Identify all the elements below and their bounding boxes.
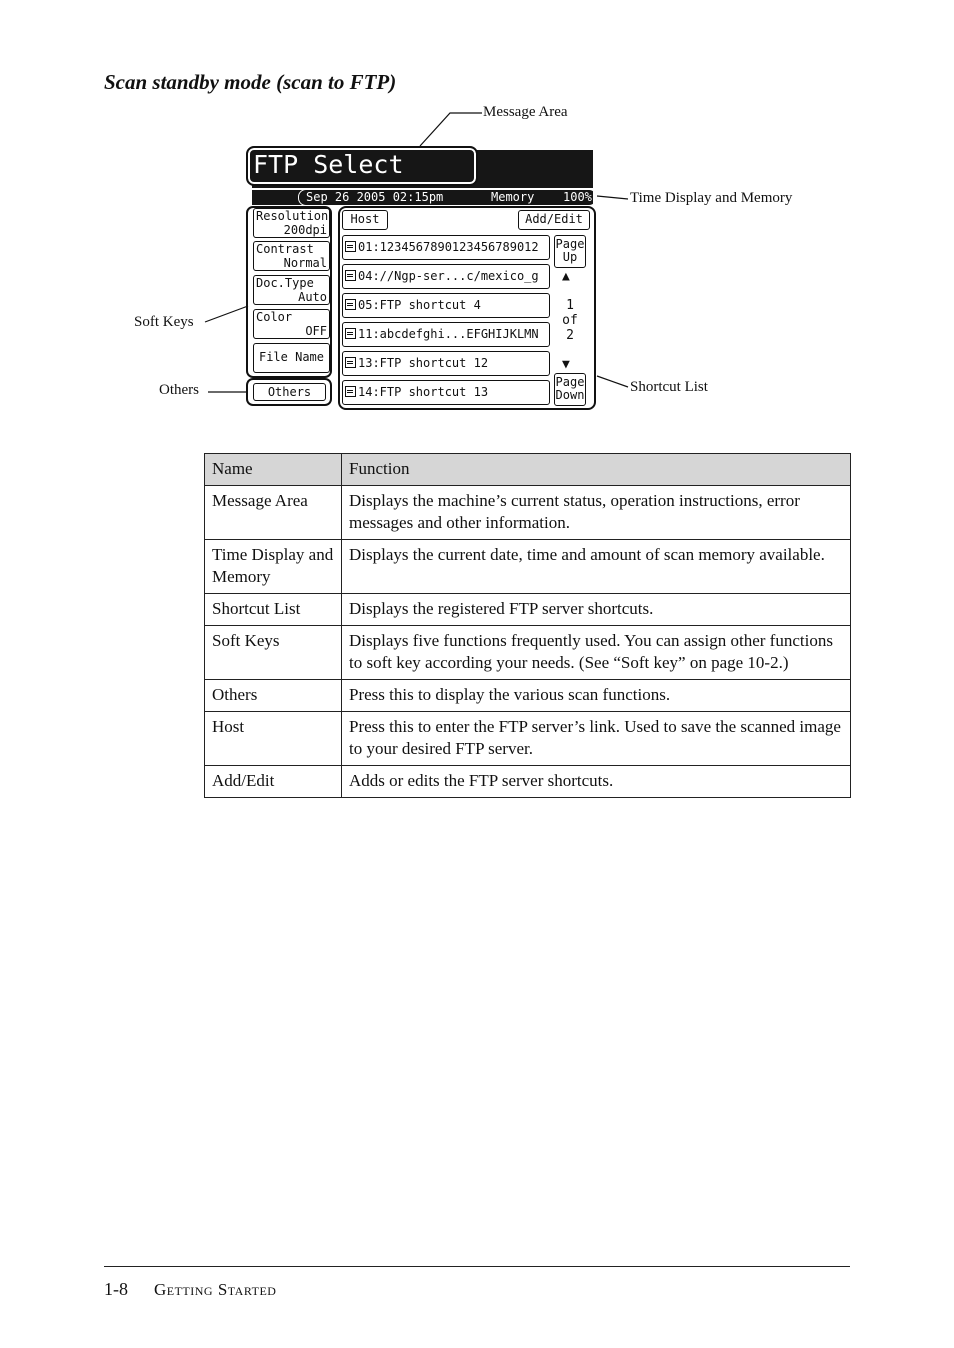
shortcut-item[interactable]	[342, 264, 550, 289]
page-up-button[interactable]	[554, 235, 586, 268]
callout-shortcut-list: Shortcut List	[630, 379, 708, 395]
others-button[interactable]: Others	[253, 383, 326, 401]
cell-name: Add/Edit	[205, 766, 342, 798]
cell-name: Others	[205, 680, 342, 712]
message-area	[246, 146, 478, 186]
lcd-title: FTP Select	[253, 150, 404, 179]
shortcut-label: 05:FTP shortcut 4	[358, 298, 481, 312]
page-footer	[104, 1279, 276, 1300]
column-header-name: Name	[205, 454, 342, 486]
shortcut-label: 11:abcdefghi...EFGHIJKLMN	[358, 327, 539, 341]
table-row	[205, 712, 851, 766]
soft-key-value: OFF	[305, 324, 327, 338]
page-down-line1: Page	[555, 375, 585, 389]
soft-keys-group	[246, 206, 332, 378]
ftp-shortcut-icon	[345, 386, 356, 397]
leader-time-display	[597, 196, 628, 199]
cell-function: Press this to display the various scan functions.	[342, 680, 851, 712]
lcd-panel	[246, 146, 596, 410]
footer-divider	[104, 1266, 850, 1267]
shortcut-item[interactable]	[342, 322, 550, 347]
soft-key-contrast[interactable]	[253, 241, 330, 271]
soft-key-label: Doc.Type	[256, 276, 314, 290]
soft-key-label: Contrast	[256, 242, 314, 256]
callout-message-area: Message Area	[483, 104, 568, 120]
shortcut-item[interactable]	[342, 380, 550, 405]
shortcut-label: 04://Ngp-ser...c/mexico_g	[358, 269, 539, 283]
ftp-shortcut-icon	[345, 299, 356, 310]
cell-name: Soft Keys	[205, 626, 342, 680]
page-total: 2	[566, 328, 574, 343]
table-row	[205, 594, 851, 626]
table-row	[205, 766, 851, 798]
cell-function: Press this to enter the FTP server’s link. Used to save the scanned image to your desired FTP server.	[342, 712, 851, 766]
shortcut-label: 13:FTP shortcut 12	[358, 356, 489, 370]
leader-message-area	[420, 113, 482, 146]
table-header-row	[205, 454, 851, 486]
shortcut-label: 14:FTP shortcut 13	[358, 385, 489, 399]
ftp-shortcut-icon	[345, 270, 356, 281]
up-arrow-icon: ▲	[562, 269, 570, 284]
soft-key-label: File Name	[258, 350, 325, 364]
page-of: of	[562, 313, 578, 328]
soft-key-file-name[interactable]	[253, 343, 330, 373]
cell-function: Displays the registered FTP server shortcuts.	[342, 594, 851, 626]
cell-name: Host	[205, 712, 342, 766]
ftp-shortcut-icon	[345, 241, 356, 252]
soft-key-color[interactable]	[253, 309, 330, 339]
cell-function: Displays the current date, time and amount of scan memory available.	[342, 540, 851, 594]
shortcut-item[interactable]	[342, 235, 550, 260]
table-row	[205, 540, 851, 594]
leader-shortcut-list	[597, 376, 628, 387]
section-name: Getting Started	[154, 1280, 277, 1299]
ftp-shortcut-icon	[345, 357, 356, 368]
cell-name: Shortcut List	[205, 594, 342, 626]
shortcut-list	[338, 206, 596, 410]
shortcut-item[interactable]	[342, 351, 550, 376]
status-memory-percent: 100%	[563, 190, 592, 204]
callout-others: Others	[159, 382, 199, 398]
soft-key-value: Normal	[283, 256, 327, 270]
status-memory-label: Memory	[491, 190, 535, 204]
ftp-shortcut-icon	[345, 328, 356, 339]
cell-function: Displays the machine’s current status, operation instructions, error messages and other information.	[342, 486, 851, 540]
status-date: Sep 26 2005 02:15pm	[306, 190, 444, 204]
page-up-line2: Up	[562, 250, 578, 264]
soft-key-value: 200dpi	[283, 223, 327, 237]
soft-key-resolution[interactable]	[253, 208, 330, 238]
page-up-line1: Page	[555, 237, 585, 251]
soft-key-label: Resolution	[256, 209, 329, 223]
page-down-button[interactable]	[554, 373, 586, 406]
soft-key-value: Auto	[298, 290, 327, 304]
column-header-function: Function	[342, 454, 851, 486]
cell-function: Displays five functions frequently used. You can assign other functions to soft key according your needs. (See “Soft key” on page 10-2.)	[342, 626, 851, 680]
cell-function: Adds or edits the FTP server shortcuts.	[342, 766, 851, 798]
page-down-line2: Down	[555, 388, 585, 402]
time-display-bar	[252, 190, 593, 205]
down-arrow-icon: ▼	[562, 357, 570, 372]
others-group	[246, 378, 332, 406]
callout-soft-keys: Soft Keys	[134, 314, 194, 330]
page-current: 1	[566, 298, 574, 313]
page-indicator	[560, 298, 580, 343]
page-number: 1-8	[104, 1279, 128, 1299]
add-edit-button[interactable]: Add/Edit	[518, 210, 590, 230]
host-button[interactable]: Host	[342, 210, 388, 230]
table-row	[205, 680, 851, 712]
section-heading: Scan standby mode (scan to FTP)	[104, 70, 397, 94]
soft-key-label: Color	[256, 310, 293, 324]
shortcut-label: 01:12345678901234567890​12	[358, 240, 539, 254]
leader-soft-keys	[205, 306, 248, 322]
shortcut-item[interactable]	[342, 293, 550, 318]
table-row	[205, 486, 851, 540]
function-table	[204, 453, 851, 798]
cell-name: Time Display and Memory	[205, 540, 342, 594]
soft-key-doc-type[interactable]	[253, 275, 330, 305]
callout-time-display: Time Display and Memory	[630, 190, 793, 206]
table-row	[205, 626, 851, 680]
cell-name: Message Area	[205, 486, 342, 540]
